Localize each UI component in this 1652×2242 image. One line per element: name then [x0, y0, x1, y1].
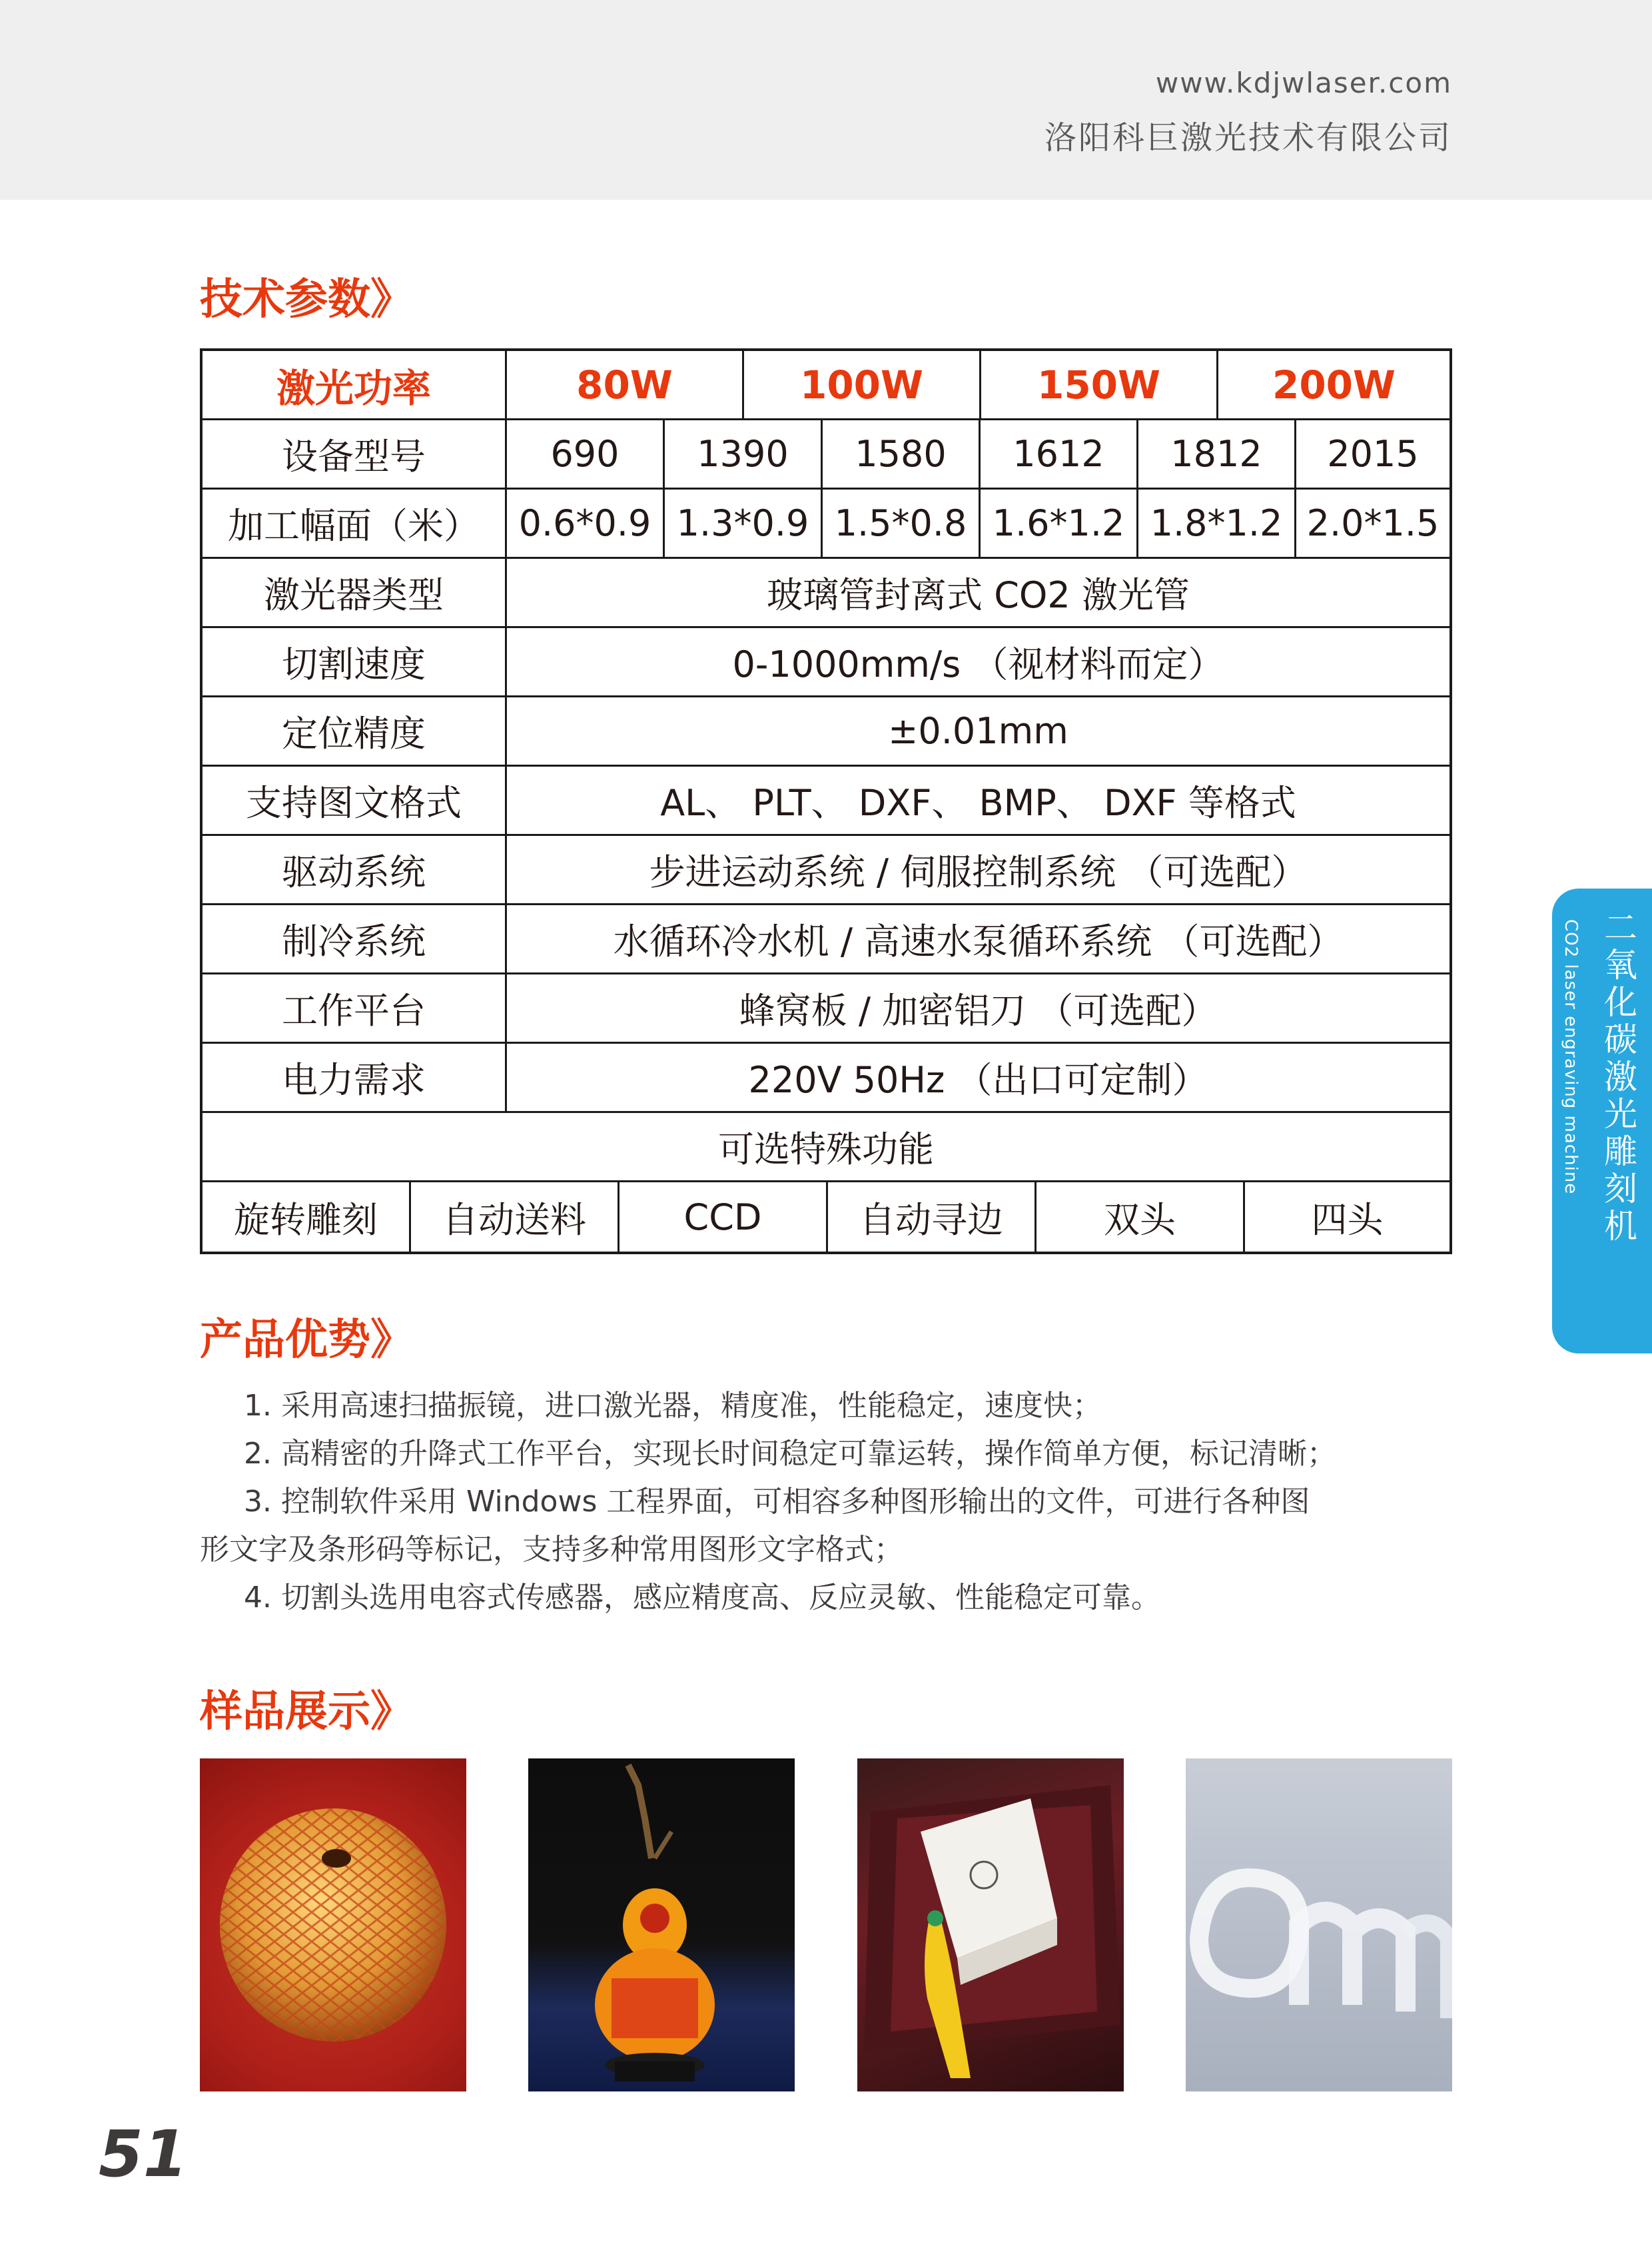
table-row-optional-title — [203, 1113, 1449, 1182]
area-cell: 1.8*1.2 — [1138, 490, 1296, 557]
sample-photo-gourd — [528, 1758, 795, 2091]
sample-photo-seal — [857, 1758, 1124, 2091]
spec-label: 定位精度 — [203, 697, 507, 765]
spec-label: 电力需求 — [203, 1044, 507, 1111]
spec-label: 制冷系统 — [203, 905, 507, 972]
side-tab-english-label: CO2 laser engraving machine — [1561, 919, 1581, 1195]
table-row-model — [203, 420, 1449, 490]
power-cell: 200W — [1272, 362, 1396, 408]
specs-section-title: 技术参数》 — [200, 275, 413, 324]
spec-label: 工作平台 — [203, 974, 507, 1042]
page-number: 51 — [99, 2117, 188, 2191]
model-cell: 1612 — [981, 420, 1138, 488]
optional-cell: 自动送料 — [411, 1182, 620, 1252]
model-cell: 1580 — [823, 420, 981, 488]
table-row-cooling — [203, 905, 1449, 974]
header-band — [0, 0, 1652, 200]
optional-cell: 自动寻边 — [828, 1182, 1036, 1252]
table-row-laser-type — [203, 559, 1449, 628]
spec-label: 驱动系统 — [203, 836, 507, 903]
table-row-optional — [203, 1182, 1449, 1252]
sample-photo-apple — [200, 1758, 466, 2091]
spec-value: ±0.01mm — [888, 710, 1068, 752]
power-cell: 80W — [507, 351, 744, 418]
spec-value: 220V 50Hz （出口可定制） — [748, 1059, 1208, 1101]
table-row-accuracy — [203, 697, 1449, 767]
optional-cell: CCD — [620, 1182, 828, 1252]
spec-value: 蜂窝板 / 加密铝刀 （可选配） — [739, 990, 1218, 1032]
spec-value: 水循环冷水机 / 高速水泵循环系统 （可选配） — [613, 921, 1344, 962]
table-row-formats — [203, 767, 1449, 836]
sample-photo-acrylic — [1186, 1758, 1452, 2091]
advantage-item: 形文字及条形码等标记，支持多种常用图形文字格式； — [200, 1533, 903, 1567]
advantage-item: 3. 控制软件采用 Windows 工程界面，可相容多种图形输出的文件，可进行各种图 — [244, 1485, 1310, 1519]
power-cell: 150W — [981, 351, 1218, 418]
company-name: 洛阳科巨激光技术有限公司 — [1044, 119, 1452, 157]
table-row-cut-speed — [203, 628, 1449, 697]
area-cell: 0.6*0.9 — [507, 490, 665, 557]
website-url[interactable]: www.kdjwlaser.com — [1155, 67, 1452, 99]
samples-section-title: 样品展示》 — [200, 1687, 413, 1736]
model-cell: 1812 — [1138, 420, 1296, 488]
model-label: 设备型号 — [203, 420, 507, 488]
spec-value: 0-1000mm/s （视材料而定） — [732, 643, 1224, 685]
spec-label: 激光器类型 — [203, 559, 507, 626]
advantage-item: 1. 采用高速扫描振镜，进口激光器，精度准，性能稳定，速度快； — [244, 1389, 1102, 1423]
optional-cell: 四头 — [1311, 1198, 1384, 1241]
side-tab-chinese-label: 二氧化碳激光雕刻机 — [1599, 910, 1637, 1246]
area-cell: 2.0*1.5 — [1306, 502, 1440, 544]
table-row-power — [203, 351, 1449, 420]
table-row-drive — [203, 836, 1449, 905]
spec-value: 玻璃管封离式 CO2 激光管 — [767, 574, 1190, 616]
area-cell: 1.3*0.9 — [665, 490, 823, 557]
optional-cell: 双头 — [1036, 1182, 1245, 1252]
optional-title: 可选特殊功能 — [718, 1128, 934, 1170]
power-label: 激光功率 — [203, 351, 507, 418]
table-row-area — [203, 490, 1449, 559]
model-cell: 2015 — [1327, 433, 1419, 475]
model-cell: 690 — [507, 420, 665, 488]
area-cell: 1.6*1.2 — [981, 490, 1138, 557]
spec-label: 切割速度 — [203, 628, 507, 695]
power-cell: 100W — [744, 351, 981, 418]
optional-cell: 旋转雕刻 — [203, 1182, 411, 1252]
advantages-section-title: 产品优势》 — [200, 1315, 413, 1365]
advantage-item: 2. 高精密的升降式工作平台，实现长时间稳定可靠运转，操作简单方便，标记清晰； — [244, 1437, 1336, 1471]
specs-table — [200, 348, 1452, 1254]
table-row-power-supply — [203, 1044, 1449, 1113]
area-label: 加工幅面（米） — [203, 490, 507, 557]
advantages-list — [200, 1382, 1452, 1622]
model-cell: 1390 — [665, 420, 823, 488]
spec-label: 支持图文格式 — [203, 767, 507, 834]
spec-value: AL、 PLT、 DXF、 BMP、 DXF 等格式 — [660, 782, 1296, 824]
advantage-item: 4. 切割头选用电容式传感器，感应精度高、反应灵敏、性能稳定可靠。 — [244, 1581, 1160, 1615]
spec-value: 步进运动系统 / 伺服控制系统 （可选配） — [649, 851, 1308, 893]
area-cell: 1.5*0.8 — [823, 490, 981, 557]
table-row-platform — [203, 974, 1449, 1044]
